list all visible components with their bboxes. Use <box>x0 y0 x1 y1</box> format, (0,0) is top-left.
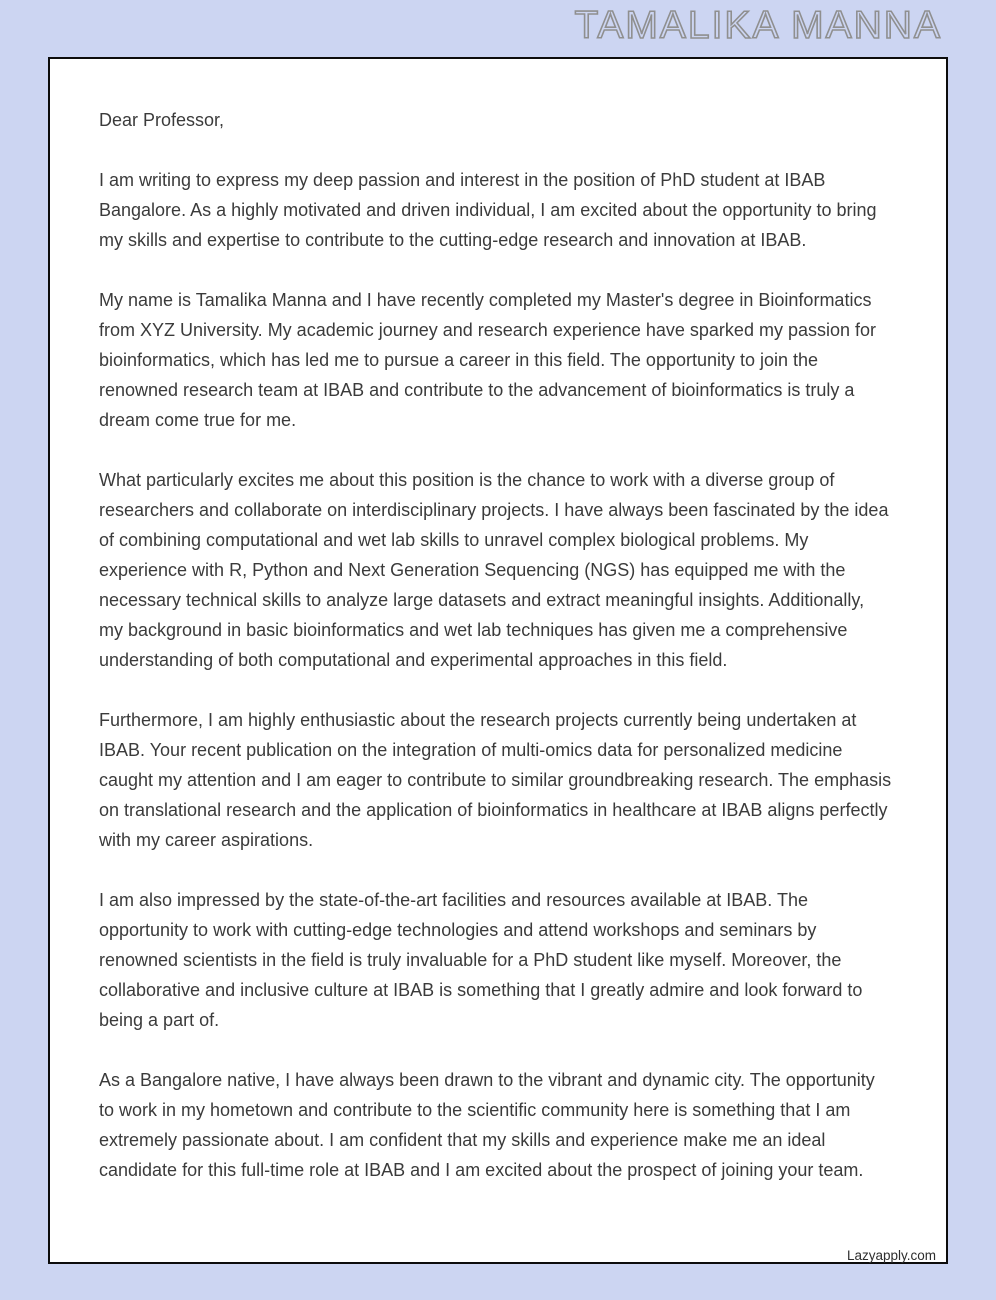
salutation: Dear Professor, <box>99 110 225 130</box>
paragraph-facilities: I am also impressed by the state-of-the-art facilities and resources available at IBAB. The opportunity to work with cutting-edge technologies and attend workshops and seminars by renowned scientists in the field is truly invaluable for a PhD student like myself. Moreover, the collaborative and inclusive culture at IBAB is something that I greatly admire and look forward to being a part of. <box>99 890 863 1030</box>
applicant-name-heading: TAMALIKA MANNA <box>574 4 942 47</box>
paragraph-skills: What particularly excites me about this position is the chance to work with a diverse group of researchers and collaborate on interdisciplinary projects. I have always been fascinated by the idea of combining computational and wet lab skills to unravel complex biological problems. My experience with R, Python and Next Generation Sequencing (NGS) has equipped me with the necessary technical skills to analyze large datasets and extract meaningful insights. Additionally, my background in basic bioinformatics and wet lab techniques has given me a comprehensive understanding of both computational and experimental approaches in this field. <box>99 470 889 670</box>
paragraph-intro: I am writing to express my deep passion and interest in the position of PhD student at IBAB Bangalore. As a highly motivated and driven individual, I am excited about the opportunity to bring my skills and expertise to contribute to the cutting-edge research and innovation at IBAB. <box>99 170 877 250</box>
paragraph-research-interest: Furthermore, I am highly enthusiastic about the research projects currently being undertaken at IBAB. Your recent publication on the integration of multi-omics data for personalized medicine caught my attention and I am eager to contribute to similar groundbreaking research. The emphasis on translational research and the application of bioinformatics in healthcare at IBAB aligns perfectly with my career aspirations. <box>99 710 892 850</box>
paragraph-closing: As a Bangalore native, I have always been drawn to the vibrant and dynamic city. The opportunity to work in my hometown and contribute to the scientific community here is something that I am extremely passionate about. I am confident that my skills and experience make me an ideal candidate for this full-time role at IBAB and I am excited about the prospect of joining your team. <box>99 1070 875 1180</box>
cover-letter-page <box>48 57 948 1264</box>
footer-brand: Lazyapply.com <box>846 1248 936 1263</box>
paragraph-background: My name is Tamalika Manna and I have recently completed my Master's degree in Bioinformatics from XYZ University. My academic journey and research experience have sparked my passion for bioinformatics, which has led me to pursue a career in this field. The opportunity to join the renowned research team at IBAB and contribute to the advancement of bioinformatics is truly a dream come true for me. <box>99 290 876 430</box>
